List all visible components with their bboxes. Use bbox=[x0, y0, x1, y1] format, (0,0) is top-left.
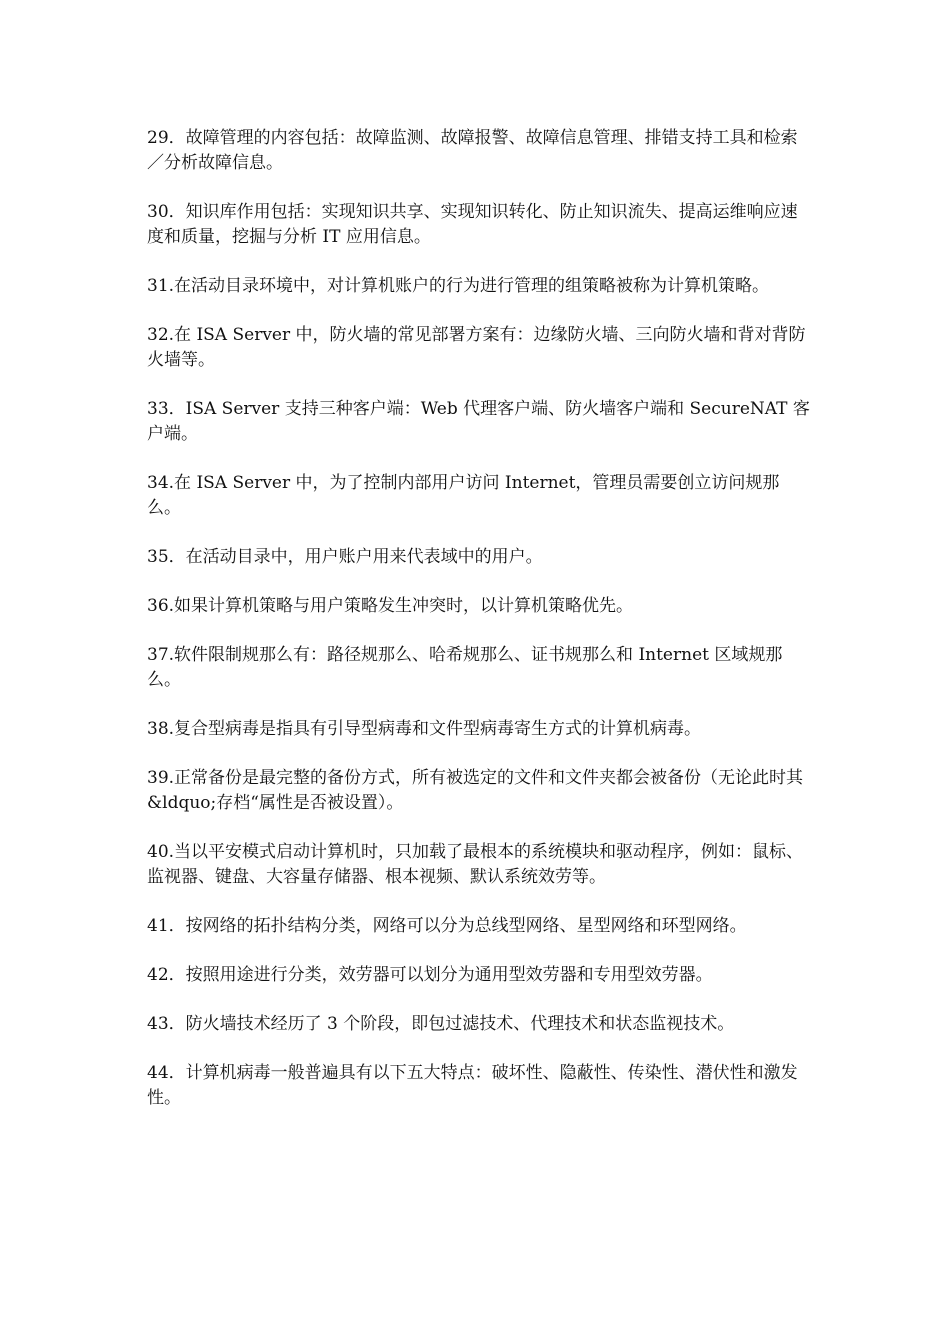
paragraph-30: 30．知识库作用包括：实现知识共享、实现知识转化、防止知识流失、提高运维响应速度和质量，挖掘与分析 IT 应用信息。 bbox=[147, 202, 798, 247]
paragraph-36: 36.如果计算机策略与用户策略发生冲突时，以计算机策略优先。 bbox=[147, 596, 634, 616]
document-body bbox=[147, 126, 812, 1135]
paragraph-42: 42．按照用途进行分类，效劳器可以划分为通用型效劳器和专用型效劳器。 bbox=[147, 965, 713, 985]
paragraph-38: 38.复合型病毒是指具有引导型病毒和文件型病毒寄生方式的计算机病毒。 bbox=[147, 719, 702, 739]
paragraph-37: 37.软件限制规那么有：路径规那么、哈希规那么、证书规那么和 Internet 区域规那么。 bbox=[147, 645, 783, 690]
paragraph-35: 35．在活动目录中，用户账户用来代表域中的用户。 bbox=[147, 547, 543, 567]
paragraph-33: 33．ISA Server 支持三种客户端：Web 代理客户端、防火墙客户端和 SecureNAT 客户端。 bbox=[147, 399, 810, 444]
paragraph-41: 41．按网络的拓扑结构分类，网络可以分为总线型网络、星型网络和环型网络。 bbox=[147, 916, 747, 936]
paragraph-29: 29．故障管理的内容包括：故障监测、故障报警、故障信息管理、排错支持工具和检索／分析故障信息。 bbox=[147, 128, 798, 173]
paragraph-31: 31.在活动目录环境中，对计算机账户的行为进行管理的组策略被称为计算机策略。 bbox=[147, 276, 770, 296]
paragraph-40: 40.当以平安模式启动计算机时，只加载了最根本的系统模块和驱动程序，例如：鼠标、监视器、键盘、大容量存储器、根本视频、默认系统效劳等。 bbox=[147, 842, 804, 887]
paragraph-34: 34.在 ISA Server 中，为了控制内部用户访问 Internet，管理员需要创立访问规那么。 bbox=[147, 473, 780, 518]
paragraph-43: 43．防火墙技术经历了 3 个阶段，即包过滤技术、代理技术和状态监视技术。 bbox=[147, 1014, 735, 1034]
paragraph-32: 32.在 ISA Server 中，防火墙的常见部署方案有：边缘防火墙、三向防火墙和背对背防火墙等。 bbox=[147, 325, 806, 370]
paragraph-44: 44．计算机病毒一般普遍具有以下五大特点：破坏性、隐蔽性、传染性、潜伏性和激发性。 bbox=[147, 1063, 798, 1108]
paragraph-39: 39.正常备份是最完整的备份方式，所有被选定的文件和文件夹都会被备份（无论此时其&ldquo;存档“属性是否被设置）。 bbox=[147, 768, 804, 813]
